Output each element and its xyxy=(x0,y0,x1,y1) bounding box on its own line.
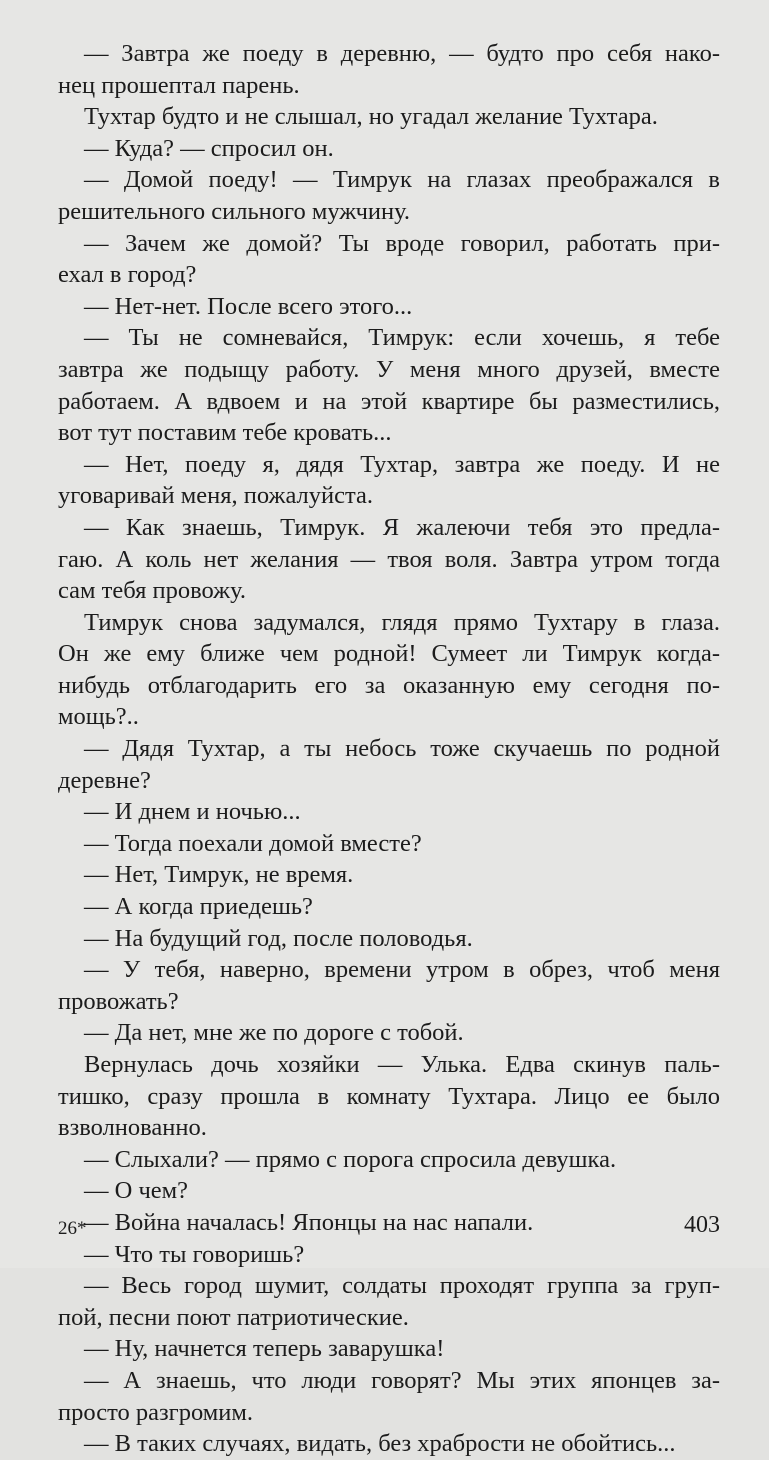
text-line: — Зачем же домой? Ты вроде говорил, работать при- xyxy=(84,229,720,257)
text-line: — Ты не сомневайся, Тимрук: если хочешь, я тебе xyxy=(84,324,720,352)
text-line: вот тут поставим тебе кровать... xyxy=(58,419,392,447)
text-line: — И днем и ночью... xyxy=(84,798,301,826)
text-line: — Да нет, мне же по дороге с тобой. xyxy=(84,1019,464,1047)
text-line: пой, песни поют патриотические. xyxy=(58,1303,409,1331)
text-line: мощь?.. xyxy=(58,703,139,731)
text-line: Он же ему ближе чем родной! Сумеет ли Тимрук когда- xyxy=(58,640,720,668)
text-line: Тимрук снова задумался, глядя прямо Тухтару в глаза. xyxy=(84,608,720,636)
text-line: завтра же подыщу работу. У меня много друзей, вместе xyxy=(58,355,720,383)
text-line: — В таких случаях, видать, без храбрости не обойтись... xyxy=(84,1430,676,1458)
text-line: — У тебя, наверно, времени утром в обрез, чтоб меня xyxy=(84,956,720,984)
text-line: — Ну, начнется теперь заварушка! xyxy=(84,1335,445,1363)
text-line: — Дядя Тухтар, а ты небось тоже скучаешь по родной xyxy=(84,735,720,763)
text-line: ехал в город? xyxy=(58,261,197,289)
text-line: провожать? xyxy=(58,987,179,1015)
text-line: тишко, сразу прошла в комнату Тухтара. Лицо ее было xyxy=(58,1082,720,1110)
signature-mark: 26* xyxy=(58,1218,87,1239)
text-line: работаем. А вдвоем и на этой квартире бы разместились, xyxy=(58,387,720,415)
text-line: — Война началась! Японцы на нас напали. xyxy=(84,1208,534,1236)
text-line: уговаривай меня, пожалуйста. xyxy=(58,482,374,510)
text-line: — Что ты говоришь? xyxy=(84,1240,305,1268)
text-line: нец прошептал парень. xyxy=(58,71,300,99)
text-line: Вернулась дочь хозяйки — Улька. Едва скинув паль- xyxy=(84,1051,720,1078)
page-body-text xyxy=(58,38,720,1460)
page-number: 403 xyxy=(684,1212,720,1238)
text-line: — Нет, поеду я, дядя Тухтар, завтра же поеду. И не xyxy=(84,450,720,478)
text-line: взволнованно. xyxy=(58,1114,207,1142)
text-line: нибудь отблагодарить его за оказанную ему сегодня по- xyxy=(58,671,720,699)
text-line: — А знаешь, что люди говорят? Мы этих японцев за- xyxy=(84,1366,720,1394)
text-line: — На будущий год, после половодья. xyxy=(84,924,473,952)
text-line: — А когда приедешь? xyxy=(84,893,313,921)
text-line: — Весь город шумит, солдаты проходят группа за груп- xyxy=(84,1272,720,1300)
text-line: — Завтра же поеду в деревню, — будто про себя нако- xyxy=(84,40,720,67)
text-line: решительного сильного мужчину. xyxy=(58,197,411,225)
text-line: — Нет-нет. После всего этого... xyxy=(84,292,413,320)
text-line: — О чем? xyxy=(84,1177,189,1205)
text-line: гаю. А коль нет желания — твоя воля. Завтра утром тогда xyxy=(58,545,720,573)
text-line: Тухтар будто и не слышал, но угадал желание Тухтара. xyxy=(84,103,658,131)
text-line: — Как знаешь, Тимрук. Я жалеючи тебя это предла- xyxy=(84,513,720,541)
text-line: — Куда? — спросил он. xyxy=(84,134,334,162)
text-line: деревне? xyxy=(58,766,151,794)
text-line: — Тогда поехали домой вместе? xyxy=(84,829,422,857)
text-line: — Домой поеду! — Тимрук на глазах преображался в xyxy=(84,166,720,194)
text-line: — Слыхали? — прямо с порога спросила девушка. xyxy=(84,1145,617,1173)
page-footer xyxy=(0,1212,769,1246)
text-line: — Нет, Тимрук, не время. xyxy=(84,861,354,889)
text-line: просто разгромим. xyxy=(58,1398,253,1426)
text-line: сам тебя провожу. xyxy=(58,577,247,605)
